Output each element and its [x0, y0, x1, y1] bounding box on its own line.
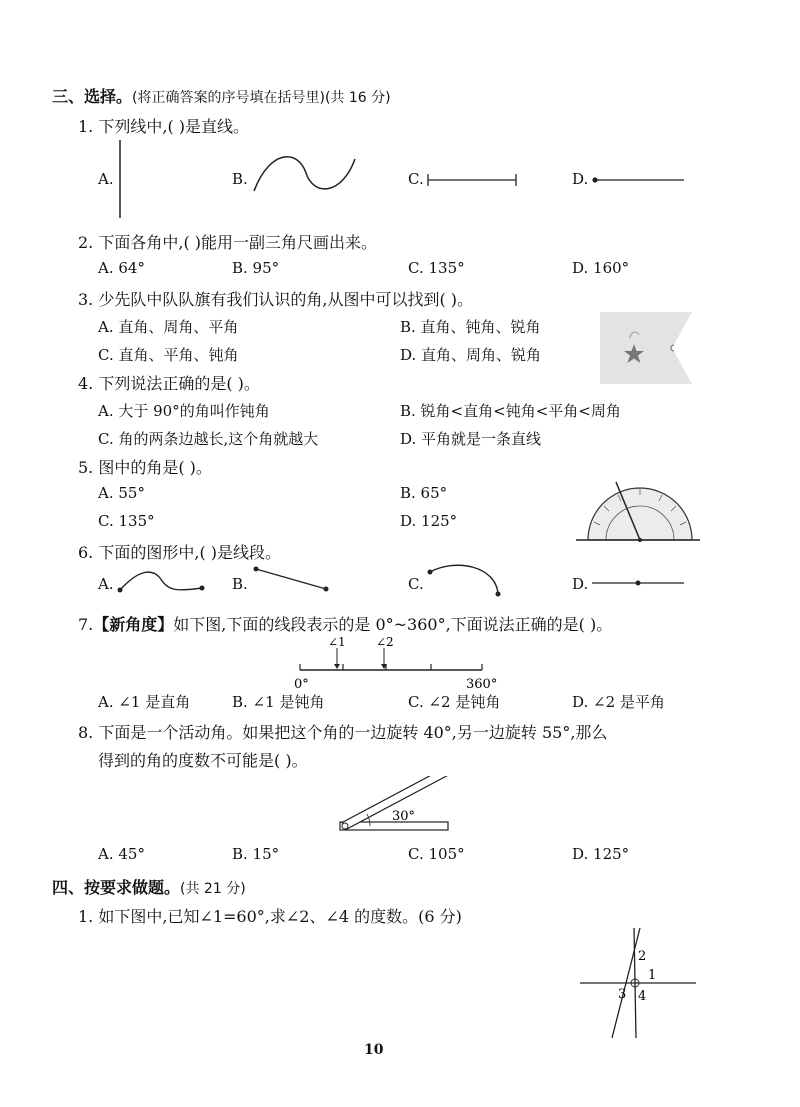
- q8-option-a: A. 45°: [98, 845, 145, 863]
- p1-figure-label-1: 1: [648, 968, 657, 983]
- q3-text: 3. 少先队中队队旗有我们认识的角,从图中可以找到( )。: [78, 290, 474, 309]
- q7-number: 7.: [78, 615, 94, 634]
- q7-line: [78, 612, 612, 635]
- q7-figure-label-angle1: ∠1: [328, 635, 346, 649]
- q2-option-c: C. 135°: [408, 259, 465, 277]
- q2-option-b: B. 95°: [232, 259, 280, 277]
- q7-text: 如下图,下面的线段表示的是 0°~360°,下面说法正确的是( )。: [173, 615, 613, 634]
- q6-figure-d-line: [592, 576, 684, 590]
- q1-figure-a-vertical-ray: [110, 140, 130, 220]
- q6-option-a: A.: [98, 575, 114, 593]
- p1-figure-label-3: 3: [618, 987, 627, 1002]
- p1-figure-label-4: 4: [638, 989, 647, 1004]
- team-flag-figure: [600, 312, 692, 384]
- q8-option-d: D. 125°: [572, 845, 630, 863]
- q8-option-c: C. 105°: [408, 845, 465, 863]
- q4-option-d: D. 平角就是一条直线: [400, 430, 542, 448]
- q6-option-d: D.: [572, 575, 589, 593]
- q5-option-b: B. 65°: [400, 484, 448, 502]
- q1-text: 1. 下列线中,( )是直线。: [78, 117, 250, 136]
- section-3-title: 三、选择。: [52, 87, 133, 106]
- q1-option-c: C.: [408, 170, 424, 188]
- q3-option-d: D. 直角、周角、锐角: [400, 346, 542, 364]
- q8-option-b: B. 15°: [232, 845, 280, 863]
- section-4-heading: [52, 875, 246, 898]
- q8-text-line1: 8. 下面是一个活动角。如果把这个角的一边旋转 40°,另一边旋转 55°,那么: [78, 723, 608, 742]
- section-3-note: (将正确答案的序号填在括号里)(共 16 分): [132, 90, 391, 106]
- q7-option-c: C. ∠2 是钝角: [408, 693, 501, 711]
- section-4-note: (共 21 分): [180, 881, 246, 897]
- q1-option-a: A.: [98, 170, 114, 188]
- q4-option-b: B. 锐角<直角<钝角<平角<周角: [400, 402, 621, 420]
- q5-option-d: D. 125°: [400, 512, 458, 530]
- q4-option-c: C. 角的两条边越长,这个角就越大: [98, 430, 319, 448]
- q5-option-c: C. 135°: [98, 512, 155, 530]
- q7-option-a: A. ∠1 是直角: [98, 693, 191, 711]
- q1-figure-b-curve: [252, 155, 357, 195]
- q7-figure-label-angle2: ∠2: [376, 635, 394, 649]
- q1-figure-c-segment: [424, 172, 520, 188]
- q4-option-a: A. 大于 90°的角叫作钝角: [98, 402, 270, 420]
- q3-option-a: A. 直角、周角、平角: [98, 318, 239, 336]
- q6-figure-a-curve: [116, 566, 208, 596]
- q6-figure-b-segment: [252, 565, 332, 593]
- q7-option-d: D. ∠2 是平角: [572, 693, 665, 711]
- q7-figure-label-start: 0°: [294, 677, 309, 690]
- p1-figure-label-2: 2: [638, 949, 647, 964]
- p1-text: 1. 如下图中,已知∠1=60°,求∠2、∠4 的度数。(6 分): [78, 907, 462, 926]
- q1-option-b: B.: [232, 170, 248, 188]
- q6-figure-c-arc: [426, 562, 506, 598]
- q5-text: 5. 图中的角是( )。: [78, 458, 212, 477]
- q8-figure-angle-label: 30°: [392, 809, 416, 824]
- q6-text: 6. 下面的图形中,( )是线段。: [78, 543, 282, 562]
- q6-option-c: C.: [408, 575, 424, 593]
- protractor-figure: [576, 478, 700, 544]
- q7-tag: 【新角度】: [93, 615, 174, 634]
- q7-number-line-figure: [290, 634, 500, 690]
- q1-option-d: D.: [572, 170, 589, 188]
- q2-option-a: A. 64°: [98, 259, 145, 277]
- section-4-title: 四、按要求做题。: [52, 878, 181, 897]
- q2-text: 2. 下面各角中,( )能用一副三角尺画出来。: [78, 233, 378, 252]
- q3-option-b: B. 直角、钝角、锐角: [400, 318, 541, 336]
- q4-text: 4. 下列说法正确的是( )。: [78, 374, 260, 393]
- q3-option-c: C. 直角、平角、钝角: [98, 346, 239, 364]
- q6-option-b: B.: [232, 575, 248, 593]
- q5-option-a: A. 55°: [98, 484, 145, 502]
- q1-figure-d-ray: [590, 172, 686, 188]
- page-number: 10: [364, 1042, 384, 1058]
- p1-intersecting-lines-figure: [578, 924, 700, 1042]
- q7-figure-label-end: 360°: [466, 677, 498, 690]
- q2-option-d: D. 160°: [572, 259, 630, 277]
- q8-text-line2: 得到的角的度数不可能是( )。: [98, 751, 308, 770]
- section-3-heading: [52, 84, 391, 107]
- q7-option-b: B. ∠1 是钝角: [232, 693, 325, 711]
- q8-movable-angle-figure: [336, 776, 456, 838]
